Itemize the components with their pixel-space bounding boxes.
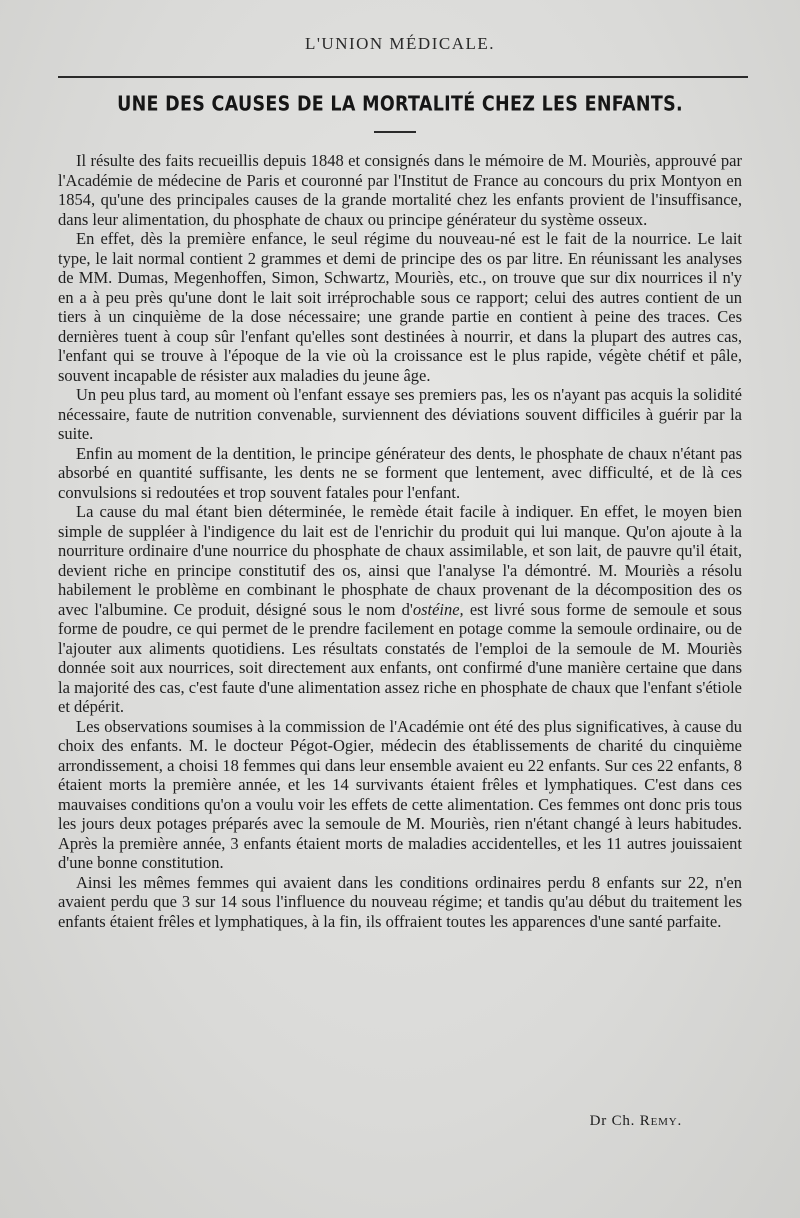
signature-name: Remy.: [639, 1113, 682, 1129]
paragraph-5-part-2: est livré sous forme de semoule et sous forme de poudre, ce qui permet de le prendre facilement en potage comme la semoule ordinaire, ou de l'ajouter aux aliments quotidiens. Les résultats constatés de l'emploi de la semoule de M. Mouriès donnée soit aux nourrices, soit directement aux enfants, ont confirmé d'une manière certaine que dans la majorité des cas, c'est faute d'une alimentation assez riche en phosphate de chaux que l'enfant s'étiole et dépérit.: [58, 599, 742, 716]
paragraph-5-part-1: La cause du mal étant bien déterminée, le remède était facile à indiquer. En effet, le moyen bien simple de suppléer à l'indigence du lait est de l'enrichir du produit qui lui manque. Qu'on ajoute à la nourriture ordinaire d'une nourrice du phosphate de chaux assimilable, et son lait, de pauvre qu'il était, devient riche en principe constitutif des os, ainsi que l'analyse l'a démontré. M. Mouriès a résolu habilement le problème en combinant le phosphate de chaux provenant de la décomposition des os avec l'albumine. Ce produit, désigné sous le nom d': [58, 502, 742, 619]
article-body: [58, 151, 742, 931]
paragraph-6: Les observations soumises à la commission de l'Académie ont été des plus significatives, à cause du choix des enfants. M. le docteur Pégot-Ogier, médecin des établissements de charité du cinquième arrondissement, a choisi 18 femmes qui dans leur ensemble avaient eu 22 enfants. Sur ces 22 enfants, 8 étaient morts la première année, et les 14 survivants étaient frêles et lymphatiques. C'est dans ces mauvaises conditions qu'on a voulu voir les effets de cette alimentation. Ces femmes ont donc pris tous les jours deux potages préparés avec la semoule de M. Mouriès, rien n'étant changé à leurs habitudes. Après la première année, 3 enfants étaient morts de maladies accidentelles, et les 11 autres jouissaient d'une bonne constitution.: [58, 716, 742, 872]
paragraph-7: Ainsi les mêmes femmes qui avaient dans les conditions ordinaires perdu 8 enfants sur 22, n'en avaient perdu que 3 sur 14 sous l'influence du nouveau régime; et tandis qu'au début du traitement les enfants étaient frêles et lymphatiques, à la fin, ils offraient toutes les apparences d'une santé parfaite.: [58, 872, 742, 931]
paragraph-3: Un peu plus tard, au moment où l'enfant essaye ses premiers pas, les os n'ayant pas acquis la solidité nécessaire, faute de nutrition convenable, surviennent des déviations souvent difficiles à guérir par la suite.: [58, 385, 742, 443]
osteine-term: ostéine,: [412, 599, 464, 619]
paragraph-1: Il résulte des faits recueillis depuis 1848 et consignés dans le mémoire de M. Mouriès, approuvé par l'Académie de médecine de Paris et couronné par l'Institut de France au concours du prix Montyon en 1854, qu'une des principales causes de la grande mortalité chez les enfants provient de l'insuffisance, dans leur alimentation, du phosphate de chaux ou principe générateur du système osseux.: [58, 151, 742, 229]
running-head: L'UNION MÉDICALE.: [304, 34, 496, 53]
paragraph-2: En effet, dès la première enfance, le seul régime du nouveau-né est le fait de la nourrice. Le lait type, le lait normal contient 2 grammes et demi de principe des os par litre. En réunissant les analyses de MM. Dumas, Megenhoffen, Simon, Schwartz, Mouriès, etc., on trouve que sur dix nourrices il n'y en a à peu près qu'une dont le lait soit irréprochable sous ce rapport; celui des autres contient de un tiers à un cinquième de la dose nécessaire; une grande partie en contient à peine des traces. Ces dernières tuent à coup sûr l'enfant qu'elles sont destinées à nourrir, et dans la plupart des autres cas, l'enfant qui se trouve à l'époque de la vie où la croissance est le plus rapide, végète chétif et pâle, souvent incapable de résister aux maladies du jeune âge.: [58, 229, 742, 385]
signature: [590, 1113, 682, 1130]
header-rule: [58, 76, 748, 78]
paragraph-5: [58, 502, 742, 717]
paragraph-4: Enfin au moment de la dentition, le principe générateur des dents, le phosphate de chaux n'étant pas absorbé en quantité suffisante, les dents ne se forment que lentement, avec difficulté, et de là ces convulsions si redoutées et trop souvent fatales pour l'enfant.: [58, 443, 742, 502]
title-rule: [374, 131, 416, 133]
article-title: UNE DES CAUSES DE LA MORTALITÉ CHEZ LES ENFANTS.: [117, 93, 683, 117]
signature-prefix: Dr Ch.: [589, 1113, 636, 1129]
